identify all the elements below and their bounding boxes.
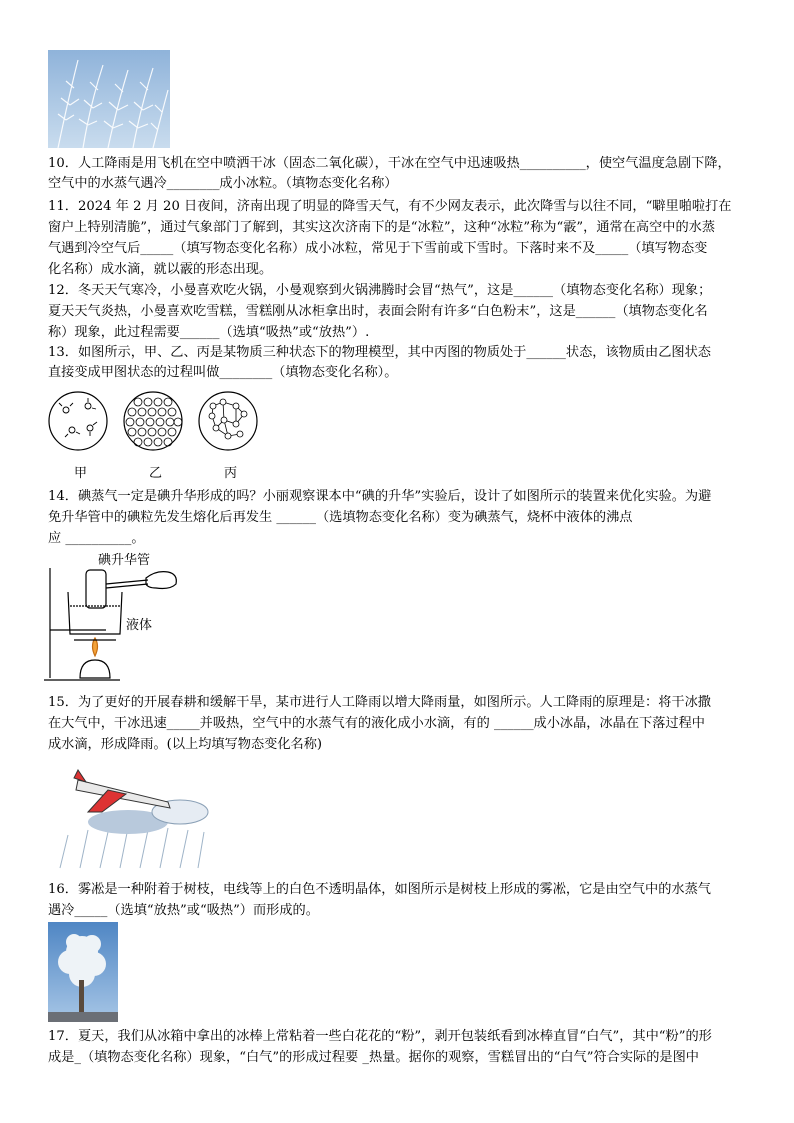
state-models-figure xyxy=(48,388,258,458)
q13-line-2: 直接变成甲图状态的过程叫做________（填物态变化名称）。 xyxy=(48,365,398,380)
iodine-apparatus-figure xyxy=(40,548,190,688)
q11-line-4: 化名称）成水滴，就以霰的形态出现。 xyxy=(48,262,273,277)
q15-line-2: 在大气中，干冰迅速_____并吸热，空气中的水蒸气有的液化成小水滴，有的 ______成小冰晶，冰晶在下落过程中 xyxy=(48,716,705,731)
q11-line-2: 窗户上特别清脆”，通过气象部门了解到，其实这次济南下的是“冰粒”，这种“冰粒”称为“霰”，通常在高空中的水蒸 xyxy=(48,220,716,235)
q15-line-3: 成水滴，形成降雨。(以上均填写物态变化名称) xyxy=(48,737,323,752)
rain-plane-figure xyxy=(48,760,214,872)
q11-line-1: 11．2024 年 2 月 20 日夜间，济南出现了明显的降雪天气，有不少网友表示，此次降雪与以往不同，“噼里啪啦打在 xyxy=(48,199,732,214)
label-bing: 丙 xyxy=(224,466,238,481)
q10-line-2: 空气中的水蒸气遇冷________成小冰粒。（填物态变化名称） xyxy=(48,176,398,191)
q15-line-1: 15．为了更好的开展春耕和缓解干旱，某市进行人工降雨以增大降雨量，如图所示。人工降雨的原理是：将干冰撒 xyxy=(48,695,711,710)
q14-line-1: 14．碘蒸气一定是碘升华形成的吗？小丽观察课本中“碘的升华”实验后，设计了如图所示的装置来优化实验。为避 xyxy=(48,489,712,504)
label-jia: 甲 xyxy=(74,466,88,481)
frost-photo xyxy=(48,50,170,148)
q12-line-3: 称）现象，此过程需要______（选填“吸热”或“放热”）. xyxy=(48,325,370,340)
q17-line-2: 成是_（填物态变化名称）现象，“白气”的形成过程要 _热量。据你的观察，雪糕冒出的“白气”符合实际的是图中 xyxy=(48,1050,699,1065)
q17-line-1: 17．夏天，我们从冰箱中拿出的冰棒上常粘着一些白花花的“粉”，剥开包装纸看到冰棒直冒“白气”，其中“粉”的形 xyxy=(48,1029,712,1044)
label-iodine-tube: 碘升华管 xyxy=(98,553,151,568)
label-yi: 乙 xyxy=(149,466,163,481)
q12-line-1: 12．冬天天气寒冷，小曼喜欢吃火锅，小曼观察到火锅沸腾时会冒“热气”，这是______（填物态变化名称）现象； xyxy=(48,283,712,298)
q13-line-1: 13．如图所示，甲、乙、丙是某物质三种状态下的物理模型，其中丙图的物质处于______状态，该物质由乙图状态 xyxy=(48,345,711,360)
q14-line-3: 应 __________。 xyxy=(48,531,145,546)
q16-line-1: 16．雾凇是一种附着于树枝，电线等上的白色不透明晶体，如图所示是树枝上形成的雾凇，它是由空气中的水蒸气 xyxy=(48,882,711,897)
rime-tree-photo xyxy=(48,922,118,1022)
q12-line-2: 夏天天气炎热，小曼喜欢吃雪糕，雪糕刚从冰柜拿出时，表面会附有许多“白色粉末”，这是______（填物态变化名 xyxy=(48,304,708,319)
q14-line-2: 免升华管中的碘粒先发生熔化后再发生 ______（选填物态变化名称）变为碘蒸气，烧杯中液体的沸点 xyxy=(48,510,633,525)
label-liquid: 液体 xyxy=(126,618,153,633)
q11-line-3: 气遇到冷空气后_____（填写物态变化名称）成小冰粒，常见于下雪前或下雪时。下落时来不及_____（填写物态变 xyxy=(48,241,708,256)
q10-line-1: 10．人工降雨是用飞机在空中喷洒干冰（固态二氧化碳），干冰在空气中迅速吸热__________，使空气温度急剧下降， xyxy=(48,156,731,171)
q16-line-2: 遇冷_____（选填“放热”或“吸热”）而形成的。 xyxy=(48,903,319,918)
